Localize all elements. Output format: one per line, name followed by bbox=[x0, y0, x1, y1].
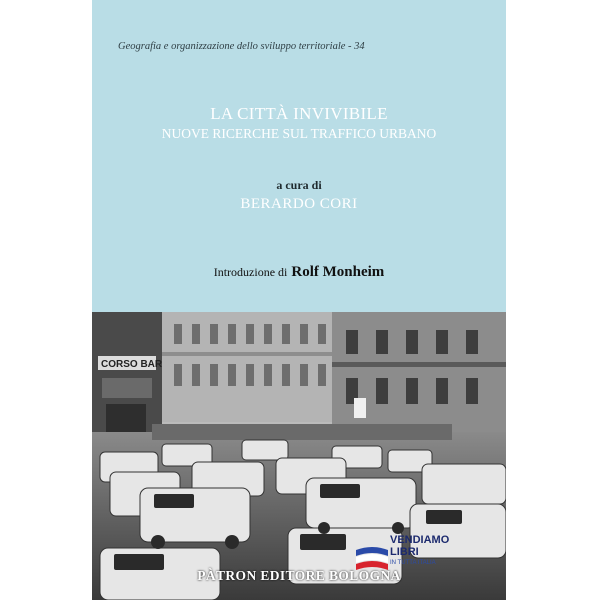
curated-by-label: a cura di bbox=[276, 178, 322, 192]
book-cover bbox=[92, 0, 506, 600]
book-title: LA CITTÀ INVIVIBILE bbox=[210, 104, 388, 123]
badge-line-3: IN TUTTA ITALIA bbox=[390, 560, 436, 566]
publisher-name: PÀTRON EDITORE BOLOGNA bbox=[197, 568, 401, 583]
flag-icon bbox=[354, 540, 390, 576]
badge-line-1: VENDIAMO bbox=[390, 534, 450, 546]
series-title: Geografia e organizzazione dello sviluppo territoriale - 34 bbox=[118, 41, 365, 52]
editor-name: BERARDO CORI bbox=[240, 196, 358, 212]
introduction-line bbox=[92, 263, 506, 281]
cover-title-panel bbox=[92, 0, 506, 312]
introduction-author: Rolf Monheim bbox=[291, 264, 385, 280]
traffic-photo bbox=[92, 312, 506, 600]
book-subtitle: NUOVE RICERCHE SUL TRAFFICO URBANO bbox=[161, 126, 437, 141]
shop-sign: CORSO BAR bbox=[101, 359, 163, 370]
badge-line-2: LIBRI bbox=[390, 546, 419, 558]
introduction-label: Introduzione di bbox=[213, 265, 288, 279]
seller-badge bbox=[354, 534, 450, 584]
